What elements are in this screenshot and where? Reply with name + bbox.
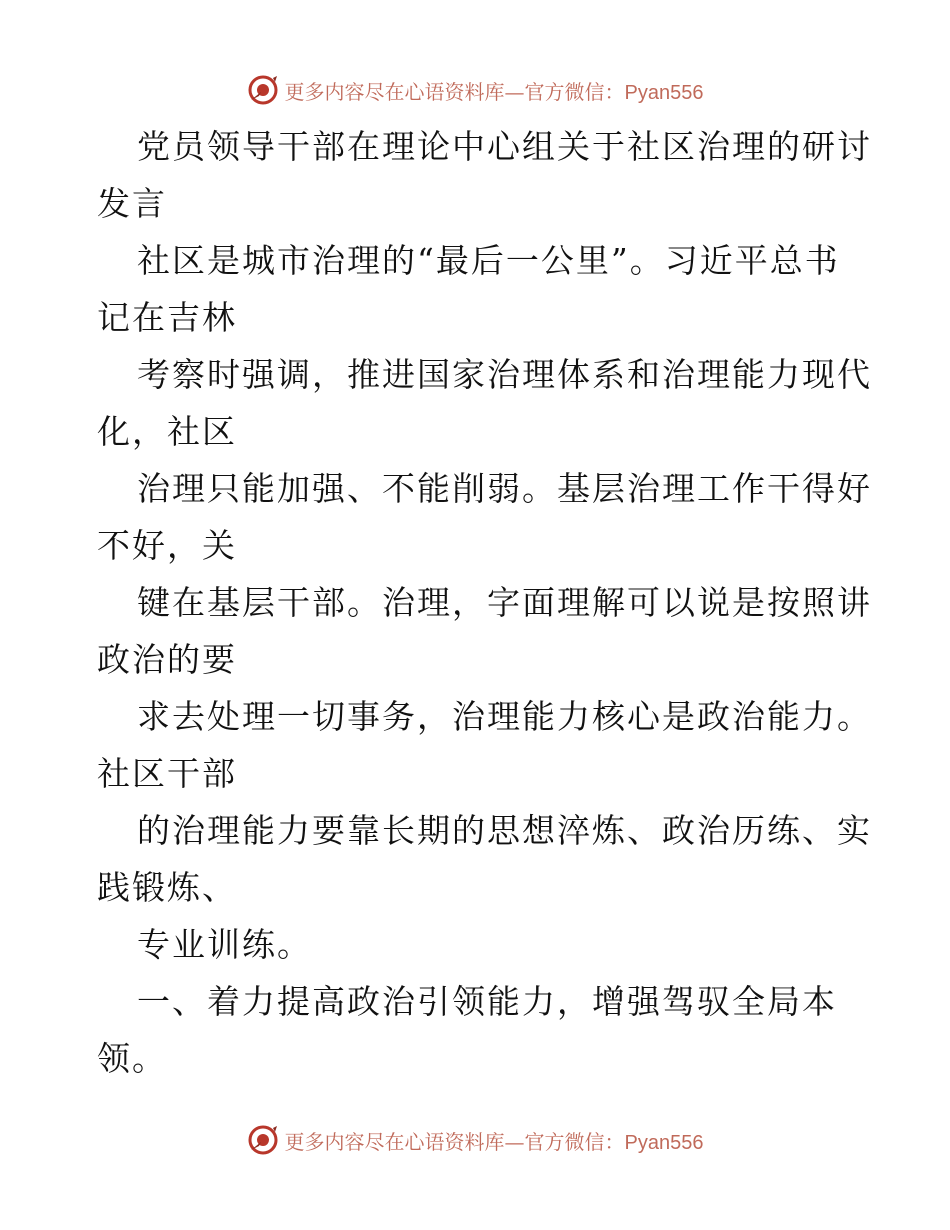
text-line: 政治的要	[97, 640, 237, 679]
document-body	[97, 118, 872, 1087]
text-line: 考察时强调，推进国家治理体系和治理能力现代	[137, 355, 872, 394]
text-line: 一、着力提高政治引领能力，增强驾驭全局本	[137, 982, 837, 1021]
text-line: 键在基层干部。治理，字面理解可以说是按照讲	[137, 583, 872, 622]
paragraph	[97, 346, 872, 460]
paragraph	[97, 688, 872, 802]
text-line: 的治理能力要靠长期的思想淬炼、政治历练、实	[137, 811, 872, 850]
text-line: 记在吉林	[97, 298, 237, 337]
paragraph	[97, 916, 857, 973]
text-line: 党员领导干部在理论中心组关于社区治理的研讨	[137, 127, 872, 166]
text-line: 专业训练。	[137, 925, 312, 964]
text-line: 不好，关	[97, 526, 237, 565]
text-line: 社区干部	[97, 754, 237, 793]
text-line: 发言	[97, 184, 167, 223]
paragraph	[97, 574, 872, 688]
paragraph-heading	[97, 973, 857, 1087]
text-line: 求去处理一切事务，治理能力核心是政治能力。	[137, 697, 872, 736]
header-banner	[0, 70, 950, 110]
text-line: 践锻炼、	[97, 868, 237, 907]
footer-banner	[0, 1120, 950, 1160]
paragraph	[97, 460, 872, 574]
text-line: 社区是城市治理的“最后一公里”。习近平总书	[137, 241, 840, 280]
paragraph-title	[97, 118, 872, 232]
paragraph	[97, 232, 857, 346]
text-line: 化，社区	[97, 412, 237, 451]
text-line: 治理只能加强、不能削弱。基层治理工作干得好	[137, 469, 872, 508]
header-banner-text: 更多内容尽在心语资料库—官方微信：Pyan556	[284, 79, 704, 104]
footer-banner-text: 更多内容尽在心语资料库—官方微信：Pyan556	[284, 1129, 704, 1154]
logo-icon	[247, 1124, 279, 1156]
paragraph	[97, 802, 872, 916]
text-line: 领。	[97, 1039, 167, 1078]
logo-icon	[247, 74, 279, 106]
